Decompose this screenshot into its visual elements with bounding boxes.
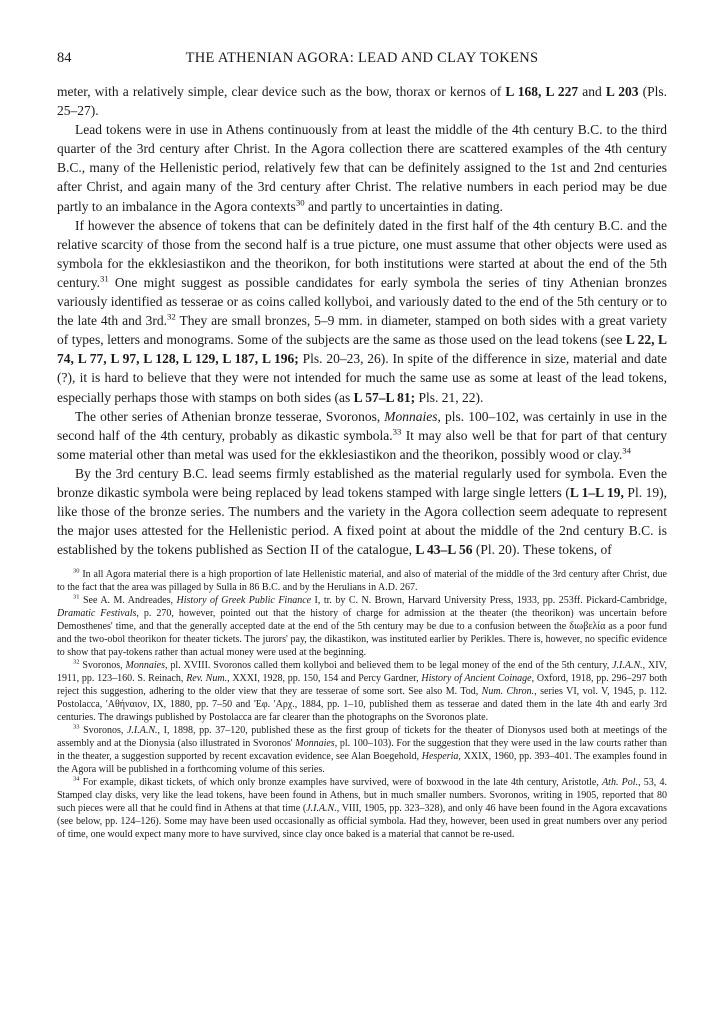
body-text [57,82,667,559]
paragraph-4 [57,407,667,464]
text-run: , XXXI, 1928, pp. 150, 154 and Percy Gardner, [227,673,422,685]
text-run: One might suggest as possible candidates for early symbola the series of tiny Athenian bronzes variously identified as tesserae or as coins called kollyboi, and variously dated to the end of the 5th century or to the late 4th and 3rd. [57,274,667,329]
footnote-31 [57,594,667,659]
note-ref: 30 [295,197,305,208]
note-ref: 31 [99,273,109,284]
note-ref: 32 [73,659,80,667]
text-run: , 53, 4. Stamped clay disks, very like the lead tokens, have been found in Athens, but in much smaller numbers. Svoronos, writing in 1905, reported that 80 such pieces were all that he could find in Athens at that time ( [57,777,668,815]
text-run: Pls. 20–23, 26). In spite of the difference in size, material and date (?), it is hard to believe that they were not intended for much the same use as some at least of the lead tokens, especially perhaps those with stamps on both sides (as [57,351,668,405]
paragraph-5 [57,464,667,559]
text-run: If however the absence of tokens that can be definitely dated in the first half of the 4th century B.C. and the relative scarcity of those from the second half is a true picture, one must assume that other objects were used as symbola for the ekklesiastikon and the theorikon, for both institutions were started at about the end of the 5th century. [57,217,667,290]
text-run: For example, dikast tickets, of which only bronze examples have survived, were of boxwood in the late 4th century, Aristotle, [79,777,603,789]
text-run: , VIII, 1905, pp. 323–328), and only 46 have been found in the Agora excavations (see below, pp. 124–126). Some may have been used occasionally as official symbola. Had they, however, been used in great numbers over any period of time, one would expect many more to have survived, since clay once baked is a material that cannot be re-used. [57,803,667,841]
catalog-ref: L 57–L 81; [353,389,416,405]
italic-text: Monnaies [384,408,438,424]
text-run: , p. 270, however, pointed out that the history of charge for admission at the theater (the theorikon) was uncertain before Demosthenes' time, and that the generally accepted date at the end of the 5th century may be due to a confusion between the διωβελία as a poor fund and the two-obol theorikon for theater tickets. The jurors' pay, the dikastikon, was instituted earlier by Perikles. There is, however, no specific evidence to show that pay-tokens rather than actual money were used at the beginning. [57,608,667,659]
italic-text: J.I.A.N. [306,803,337,815]
footnote-30 [57,568,667,594]
paragraph-3 [57,216,667,407]
paragraph-2 [57,120,667,215]
note-ref: 31 [73,594,80,602]
italic-text: Monnaies [125,660,165,672]
text-run: , pl. 100–103). For the suggestion that they were used in the law courts rather than in the theater, a suggestion supported by recent excavation evidence, see Alan Boegehold, [57,738,667,763]
italic-text: History of Ancient Coinage [421,673,532,685]
italic-text: J.I.A.N. [126,725,158,737]
text-run: and partly to uncertainties in dating. [304,198,503,214]
text-run: Svoronos, [79,660,126,672]
text-run: They are small bronzes, 5–9 mm. in diameter, stamped on both sides with a great variety of types, letters and monograms. Some of the subjects are the same as those used on the lead tokens (see [57,313,667,348]
text-run: and [578,84,606,99]
note-ref: 32 [166,311,176,322]
note-ref: 33 [392,426,402,437]
note-ref: 34 [73,776,80,784]
text-run: , I, 1898, pp. 37–120, published these as the first group of tickets for the theater of Dionysos used both at meetings of the assembly and at the Dionysia (also illustrated in Svoronos' [57,725,667,750]
text-run: , pl. XVIII. Svoronos called them kollyboi and believed them to be legal money of the end of the 5th century, [164,660,613,672]
running-head: THE ATHENIAN AGORA: LEAD AND CLAY TOKENS [185,50,539,66]
page [57,50,667,841]
text-run: I, tr. by C. N. Brown, Harvard University Press, 1933, pp. 253ff. Pickard-Cambridge, [311,595,667,607]
italic-text: Rev. Num. [186,673,228,685]
text-run: By the 3rd century B.C. lead seems firmly established as the material regularly used for symbola. Even the bronze dikastic symbola were being replaced by lead tokens stamped with large single letters ( [57,465,667,500]
footnote-33 [57,724,667,776]
text-run: , Oxford, 1918, pp. 296–297 both reject this suggestion, adhering to the older view that they are tesserae of some sort. See also M. Tod, [57,673,667,698]
catalog-ref: L 168, L 227 [505,84,579,99]
footnote-34 [57,776,667,841]
text-run: The other series of Athenian bronze tesserae, Svoronos, [75,408,385,424]
note-ref: 33 [73,724,80,732]
text-run: It may also well be that for part of that century some material other than metal was used for the ekklesiastikon and the theorikon, possibly wood or clay. [57,427,667,462]
italic-text: History of Greek Public Finance [176,595,312,607]
italic-text: Monnaies [295,738,335,750]
italic-text: Hesperia [421,751,459,763]
italic-text: J.I.A.N. [612,660,643,672]
italic-text: Num. Chron. [481,686,535,698]
catalog-ref: L 203 [605,84,639,99]
footnote-32 [57,659,667,724]
catalog-ref: L 22, L 74, L 77, L 97, L 128, L 129, L 187, L 196; [57,332,667,367]
catalog-ref: L 1–L 19, [569,484,624,500]
note-ref: 34 [622,445,631,456]
text-run: meter, with a relatively simple, clear device such as the bow, thorax or kernos of [57,84,506,99]
text-run: See A. M. Andreades, [79,595,177,607]
text-run: , series VI, vol. V, 1945, p. 112. Postolacca, 'Αθήναιον, IX, 1880, pp. 7–50 and 'Εφ. 'Αρχ., 1884, pp. 1–10, published them as tesserae and dated them in the late 4th and early 3rd centuries. The drawings published by Postolacca are far clearer than the photographs on the Svoronos plate. [57,686,667,724]
paragraph-1 [57,82,667,120]
text-run: In all Agora material there is a high proportion of late Hellenistic material, and also of material of the middle of the 3rd century after Christ, due to the fact that the area was pillaged by Sulla in 86 B.C. and by the Herulians in A.D. 267. [57,569,667,594]
text-run: , XIV, 1911, pp. 123–160. S. Reinach, [57,660,667,685]
text-run: Pls. 21, 22). [415,389,484,405]
italic-text: Ath. Pol. [602,777,639,789]
catalog-ref: L 43–L 56 [415,542,473,558]
text-run: , pls. 100–102, was certainly in use in the second half of the 4th century, probably as dikastic symbola. [57,408,667,443]
italic-text: Dramatic Festivals [57,608,137,620]
page-header [57,50,667,72]
note-ref: 30 [73,568,80,576]
page-number: 84 [57,50,72,66]
text-run: (Pl. 20). These tokens, of [472,542,612,558]
text-run: Svoronos, [79,725,127,737]
text-run: Lead tokens were in use in Athens continuously from at least the middle of the 4th century B.C. to the third quarter of the 3rd century after Christ. In the Agora collection there are scattered examples of the 4th century B.C., many of the Hellenistic period, relatively few that can be definitely assigned to the 1st and 2nd centuries after Christ, and again many of the 3rd century after Christ. The relative numbers in each period may be due partly to an imbalance in the Agora contexts [57,122,667,214]
text-run: Pl. 19), like those of the bronze series. The numbers and the variety in the Agora collection seem adequate to represent the major uses attested for the Hellenistic period. A fixed point at about the middle of the 2nd century B.C. is established by the tokens published as Section II of the catalogue, [57,484,667,558]
text-run: , XXIX, 1960, pp. 393–401. The examples found in the Agora will be published in a forthcoming volume of this series. [57,751,668,776]
text-run: (Pls. 25–27). [57,84,668,119]
footnotes [57,568,667,841]
